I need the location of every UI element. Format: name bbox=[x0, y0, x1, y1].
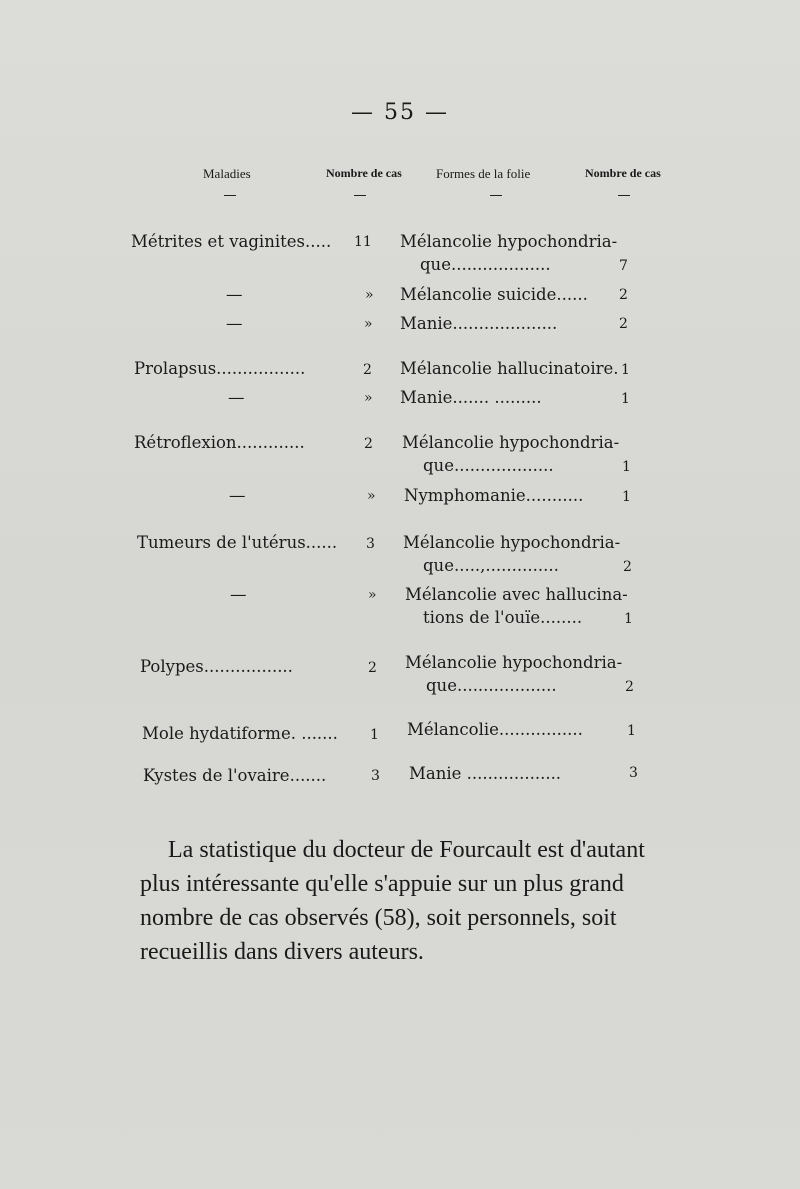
header-rule bbox=[354, 195, 366, 196]
table-cell-cas: » bbox=[365, 287, 374, 303]
table-cell-forme: Mélancolie hypochondria- bbox=[402, 433, 620, 452]
table-cell-nombre: 2 bbox=[619, 316, 628, 332]
table-cell-forme: Mélancolie suicide...... bbox=[400, 285, 588, 304]
table-cell-forme: Mélancolie avec hallucina- bbox=[405, 585, 628, 604]
table-cell-forme-cont: que................... bbox=[420, 255, 551, 274]
table-cell-nombre: 2 bbox=[625, 679, 634, 695]
table-cell-forme: Mélancolie hypochondria- bbox=[400, 232, 618, 251]
table-cell-maladie: Kystes de l'ovaire....... bbox=[143, 766, 327, 785]
table-cell-cas: » bbox=[367, 488, 376, 504]
table-cell-cas: 11 bbox=[354, 234, 372, 250]
table-cell-nombre: 1 bbox=[621, 391, 630, 407]
table-cell-cas: 2 bbox=[364, 436, 373, 452]
header-formes-folie: Formes de la folie bbox=[436, 166, 531, 181]
header-rule bbox=[224, 195, 236, 196]
table-cell-maladie: Tumeurs de l'utérus...... bbox=[137, 533, 338, 552]
table-cell-maladie: Rétroflexion............. bbox=[134, 433, 305, 452]
table-cell-cas: 1 bbox=[370, 727, 379, 743]
header-nombre-cas-2: Nombre de cas bbox=[585, 166, 661, 180]
table-cell-forme: Manie.................... bbox=[400, 314, 558, 333]
header-rule bbox=[490, 195, 502, 196]
table-cell-forme-cont: que.....,.............. bbox=[423, 556, 559, 575]
table-cell-forme: Mélancolie hypochondria- bbox=[405, 653, 623, 672]
table-cell-maladie: Métrites et vaginites..... bbox=[131, 232, 332, 251]
table-cell-forme: Nymphomanie........... bbox=[404, 486, 584, 505]
body-paragraph bbox=[140, 833, 672, 969]
paragraph-line: recueillis dans divers auteurs. bbox=[140, 939, 424, 965]
table-cell-cas: 2 bbox=[363, 362, 372, 378]
table-cell-maladie: Prolapsus................. bbox=[134, 359, 306, 378]
table-cell-nombre: 1 bbox=[622, 459, 631, 475]
page-number: — 55 — bbox=[351, 100, 449, 125]
table-cell-nombre: 1 bbox=[624, 611, 633, 627]
table-cell-maladie: — bbox=[229, 486, 246, 505]
table-cell-cas: » bbox=[364, 390, 373, 406]
table-cell-nombre: 2 bbox=[619, 287, 628, 303]
table-cell-maladie: — bbox=[226, 285, 243, 304]
table-cell-nombre: 2 bbox=[623, 559, 632, 575]
header-maladies: Maladies bbox=[203, 166, 251, 181]
paragraph-line: nombre de cas observés (58), soit personnels, soit bbox=[140, 905, 617, 931]
table-cell-maladie: — bbox=[230, 585, 247, 604]
paragraph-line: La statistique du docteur de Fourcault est d'autant bbox=[168, 837, 645, 863]
header-nombre-cas-1: Nombre de cas bbox=[326, 166, 402, 180]
table-cell-nombre: 1 bbox=[622, 489, 631, 505]
table-cell-forme-cont: tions de l'ouïe........ bbox=[423, 608, 583, 627]
table-cell-nombre: 3 bbox=[629, 765, 638, 781]
table-cell-forme: Manie....... ......... bbox=[400, 388, 542, 407]
table-cell-cas: » bbox=[364, 316, 373, 332]
table-cell-forme: Mélancolie................ bbox=[407, 720, 583, 739]
table-cell-maladie: — bbox=[228, 388, 245, 407]
table-cell-forme-cont: que................... bbox=[426, 676, 557, 695]
table-cell-nombre: 1 bbox=[627, 723, 636, 739]
table-cell-cas: 3 bbox=[371, 768, 380, 784]
header-rule bbox=[618, 195, 630, 196]
table-cell-cas: » bbox=[368, 587, 377, 603]
table-cell-forme: Mélancolie hypochondria- bbox=[403, 533, 621, 552]
table-cell-maladie: Mole hydatiforme. ....... bbox=[142, 724, 338, 743]
table-cell-forme: Mélancolie hallucinatoire. bbox=[400, 359, 619, 378]
table-cell-cas: 2 bbox=[368, 660, 377, 676]
table-cell-forme-cont: que................... bbox=[423, 456, 554, 475]
table-cell-maladie: Polypes................. bbox=[140, 657, 293, 676]
table-cell-nombre: 1 bbox=[621, 362, 630, 378]
table-cell-maladie: — bbox=[226, 314, 243, 333]
table-cell-cas: 3 bbox=[366, 536, 375, 552]
paragraph-line: plus intéressante qu'elle s'appuie sur un plus grand bbox=[140, 871, 624, 897]
table-cell-nombre: 7 bbox=[619, 258, 628, 274]
table-cell-forme: Manie .................. bbox=[409, 764, 562, 783]
